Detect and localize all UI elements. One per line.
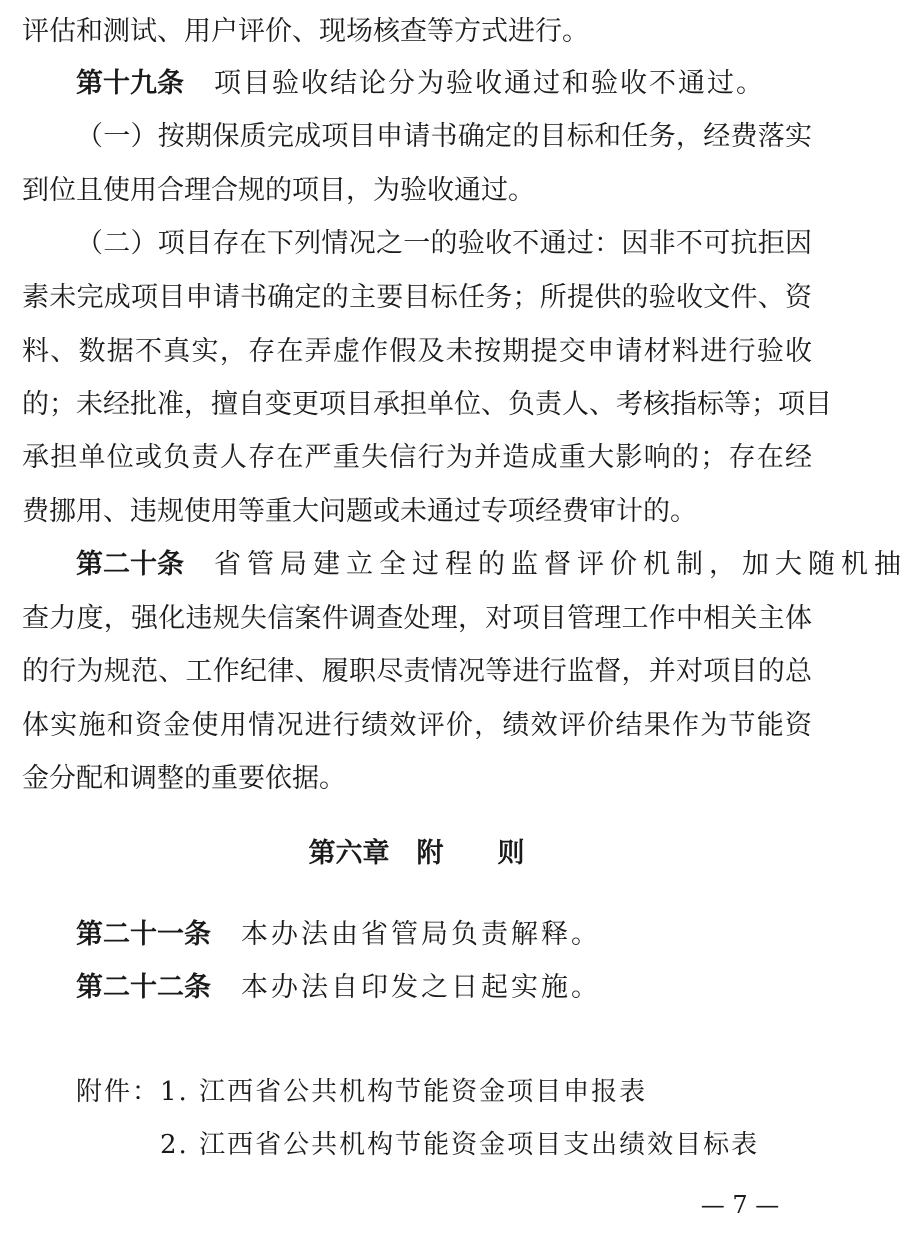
paragraph-line: 承担单位或负责人存在严重失信行为并造成重大影响的；存在经: [22, 442, 812, 473]
paragraph-line: （二）项目存在下列情况之一的验收不通过：因非不可抗拒因: [76, 228, 812, 259]
paragraph-line: 到位且使用合理合规的项目，为验收通过。: [22, 175, 535, 206]
article-19: [76, 64, 812, 104]
article-21: [76, 915, 812, 955]
paragraph-line: 素未完成项目申请书确定的主要目标任务；所提供的验收文件、资: [22, 282, 812, 313]
article-22-label: 第二十二条: [76, 972, 211, 1003]
attachment-item: 2. 江西省公共机构节能资金项目支出绩效目标表: [160, 1130, 760, 1160]
attachment-label: 附件：: [76, 1077, 161, 1107]
paragraph-line: 金分配和调整的重要依据。: [22, 763, 346, 794]
attachment-item: 1. 江西省公共机构节能资金项目申报表: [160, 1077, 648, 1107]
article-20: [76, 545, 907, 585]
article-19-text: 项目验收结论分为验收通过和验收不通过。: [214, 68, 765, 99]
page-number: — 7 —: [700, 1191, 780, 1219]
paragraph-line: 体实施和资金使用情况进行绩效评价，绩效评价结果作为节能资: [22, 710, 812, 741]
paragraph-line: （一）按期保质完成项目申请书确定的目标和任务，经费落实: [76, 121, 812, 152]
article-22: [76, 968, 812, 1008]
paragraph-line: 评估和测试、用户评价、现场核查等方式进行。: [22, 16, 589, 47]
paragraph-line: 料、数据不真实，存在弄虚作假及未按期提交申请材料进行验收: [22, 336, 812, 367]
article-22-text: 本办法自印发之日起实施。: [241, 972, 601, 1003]
article-20-text: 省管局建立全过程的监督评价机制，加大随机抽: [214, 549, 907, 580]
article-21-label: 第二十一条: [76, 919, 211, 950]
paragraph-line: 费挪用、违规使用等重大问题或未通过专项经费审计的。: [22, 496, 697, 527]
paragraph-line: 的；未经批准，擅自变更项目承担单位、负责人、考核指标等；项目: [22, 389, 832, 420]
article-19-label: 第十九条: [76, 68, 184, 99]
paragraph-line: 的行为规范、工作纪律、履职尽责情况等进行监督，并对项目的总: [22, 656, 812, 687]
article-20-label: 第二十条: [76, 549, 184, 580]
chapter-heading: 第六章 附 则: [308, 838, 525, 869]
paragraph-line: 查力度，强化违规失信案件调查处理，对项目管理工作中相关主体: [22, 603, 812, 634]
article-21-text: 本办法由省管局负责解释。: [241, 919, 601, 950]
